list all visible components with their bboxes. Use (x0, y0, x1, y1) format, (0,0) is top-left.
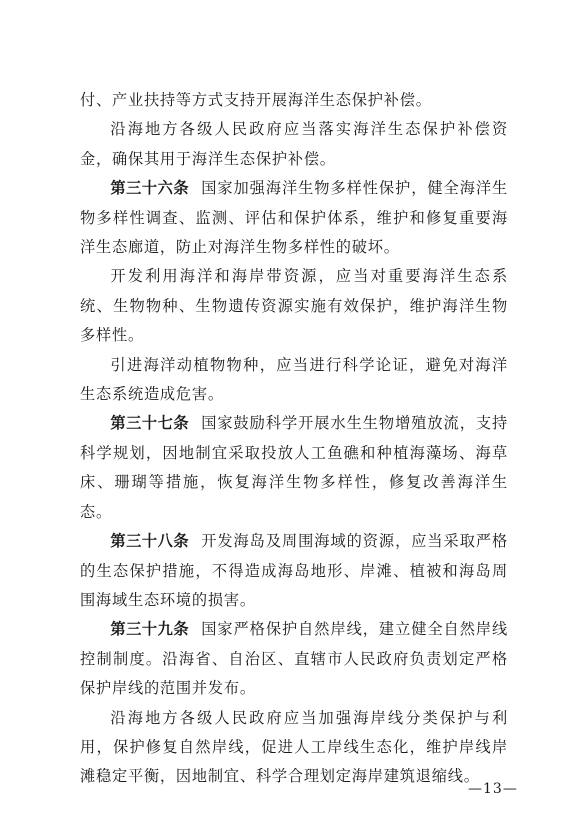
paragraph (80, 115, 508, 174)
paragraph-text: 国家加强海洋生物多样性保护，健全海洋生物多样性调查、监测、评估和保护体系，维护和修复重要海洋生态廊道，防止对海洋生物多样性的破坏。 (80, 179, 509, 257)
paragraph-text: 国家鼓励科学开展水生生物增殖放流，支持科学规划，因地制宜采取投放人工鱼礁和种植海藻场、海草床、珊瑚等措施，恢复海洋生物多样性，修复改善海洋生态。 (80, 414, 509, 521)
article-heading: 第三十八条 (110, 532, 190, 551)
paragraph (80, 262, 508, 350)
paragraph (80, 527, 508, 615)
paragraph (80, 704, 508, 792)
paragraph-text: 沿海地方各级人民政府应当落实海洋生态保护补偿资金，确保其用于海洋生态保护补偿。 (80, 120, 508, 168)
article-heading: 第三十九条 (110, 620, 190, 639)
paragraph (80, 86, 508, 115)
paragraph (80, 174, 508, 262)
paragraph (80, 615, 508, 703)
paragraph-text: 付、产业扶持等方式支持开展海洋生态保护补偿。 (80, 91, 432, 109)
article-heading: 第三十七条 (110, 414, 190, 433)
article-heading: 第三十六条 (110, 179, 190, 198)
paragraph-text: 国家严格保护自然岸线，建立健全自然岸线控制制度。沿海省、自治区、直辖市人民政府负责划定严格保护岸线的范围并发布。 (80, 620, 509, 698)
paragraph-text: 开发利用海洋和海岸带资源，应当对重要海洋生态系统、生物物种、生物遗传资源实施有效保护，维护海洋生物多样性。 (80, 267, 508, 345)
paragraph (80, 409, 508, 527)
page-number: —13— (468, 781, 518, 797)
paragraph-text: 引进海洋动植物物种，应当进行科学论证，避免对海洋生态系统造成危害。 (80, 355, 508, 404)
document-body (80, 86, 508, 792)
paragraph-text: 开发海岛及周围海域的资源，应当采取严格的生态保护措施，不得造成海岛地形、岸滩、植被和海岛周围海域生态环境的损害。 (80, 532, 509, 609)
paragraph-text: 沿海地方各级人民政府应当加强海岸线分类保护与利用，保护修复自然岸线，促进人工岸线生态化，维护岸线岸滩稳定平衡，因地制宜、科学合理划定海岸建筑退缩线。 (80, 708, 508, 786)
paragraph (80, 351, 508, 410)
